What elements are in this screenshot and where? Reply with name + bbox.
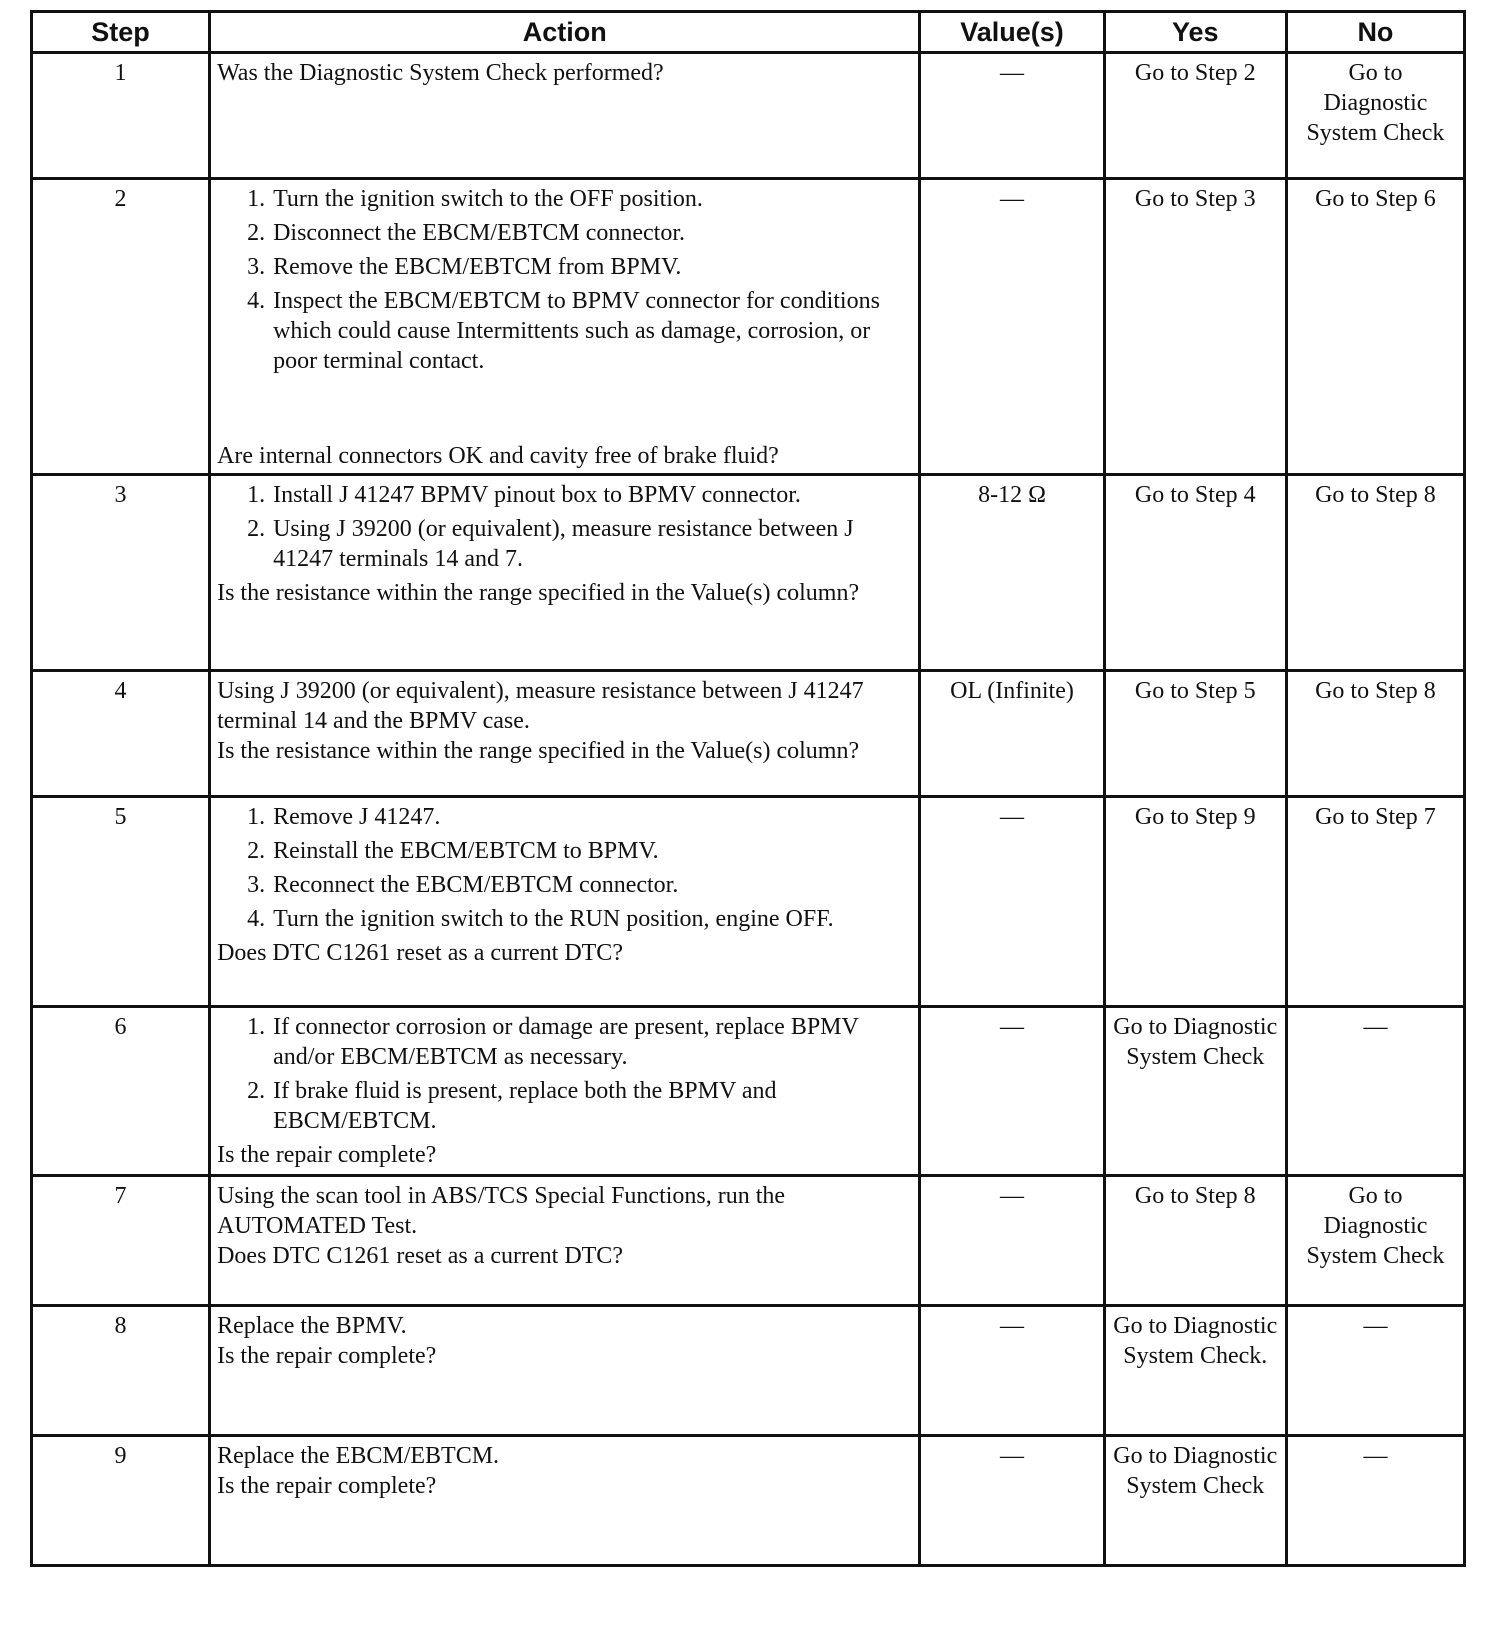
no-cell: —	[1286, 1306, 1464, 1436]
diagnostic-table	[30, 10, 1466, 1567]
value-cell: —	[920, 53, 1104, 179]
action-question: Was the Diagnostic System Check performed?	[217, 60, 664, 86]
action-step: 1. Turn the ignition switch to the OFF position.	[271, 184, 912, 214]
action-step: 1. Remove J 41247.	[271, 802, 912, 832]
step-number: 1	[32, 53, 210, 179]
step-number: 9	[32, 1436, 210, 1566]
yes-cell: Go to Step 4	[1104, 475, 1286, 671]
action-steps-list	[217, 184, 912, 376]
value-cell: —	[920, 179, 1104, 475]
action-cell	[210, 475, 920, 671]
action-text: Using J 39200 (or equivalent), measure resistance between J 41247 terminal 14 and the BPMV case.	[217, 678, 864, 734]
step-number: 5	[32, 797, 210, 1007]
step-number: 6	[32, 1007, 210, 1176]
action-step: 4. Inspect the EBCM/EBTCM to BPMV connector for conditions which could cause Intermittents such as damage, corrosion, or poor terminal contact.	[271, 286, 912, 376]
value-cell: —	[920, 1176, 1104, 1306]
action-steps-list	[217, 480, 912, 574]
action-question: Is the resistance within the range specified in the Value(s) column?	[217, 738, 860, 764]
table-row	[32, 1306, 1465, 1436]
yes-cell: Go to Step 9	[1104, 797, 1286, 1007]
action-question: Is the repair complete?	[217, 1343, 437, 1369]
action-step: 1. Install J 41247 BPMV pinout box to BPMV connector.	[271, 480, 912, 510]
header-action: Action	[210, 12, 920, 53]
value-cell: —	[920, 1007, 1104, 1176]
diagnostic-table-page	[30, 10, 1466, 1567]
action-steps-list	[217, 802, 912, 934]
yes-cell: Go to Step 2	[1104, 53, 1286, 179]
action-text: Replace the BPMV.	[217, 1313, 407, 1339]
no-cell: —	[1286, 1007, 1464, 1176]
value-cell: —	[920, 1436, 1104, 1566]
yes-cell: Go to Step 5	[1104, 671, 1286, 797]
no-cell: Go to Diagnostic System Check	[1286, 1176, 1464, 1306]
no-cell: Go to Diagnostic System Check	[1286, 53, 1464, 179]
table-row	[32, 797, 1465, 1007]
action-question: Does DTC C1261 reset as a current DTC?	[217, 940, 623, 966]
value-cell: —	[920, 1306, 1104, 1436]
table-row	[32, 1176, 1465, 1306]
table-row	[32, 1007, 1465, 1176]
table-row	[32, 179, 1465, 475]
header-step: Step	[32, 12, 210, 53]
action-cell	[210, 1176, 920, 1306]
action-question: Is the repair complete?	[217, 1473, 437, 1499]
action-step: 2. Using J 39200 (or equivalent), measure resistance between J 41247 terminals 14 and 7.	[271, 514, 912, 574]
action-question: Does DTC C1261 reset as a current DTC?	[217, 1243, 623, 1269]
no-cell: Go to Step 6	[1286, 179, 1464, 475]
action-cell	[210, 179, 920, 475]
yes-cell: Go to Diagnostic System Check	[1104, 1007, 1286, 1176]
action-cell	[210, 1436, 920, 1566]
step-number: 3	[32, 475, 210, 671]
header-yes: Yes	[1104, 12, 1286, 53]
step-number: 4	[32, 671, 210, 797]
value-cell: 8-12 Ω	[920, 475, 1104, 671]
header-no: No	[1286, 12, 1464, 53]
value-cell: OL (Infinite)	[920, 671, 1104, 797]
table-row	[32, 671, 1465, 797]
yes-cell: Go to Diagnostic System Check.	[1104, 1306, 1286, 1436]
action-step: 2. If brake fluid is present, replace both the BPMV and EBCM/EBTCM.	[271, 1076, 912, 1136]
step-number: 7	[32, 1176, 210, 1306]
header-values: Value(s)	[920, 12, 1104, 53]
action-text: Using the scan tool in ABS/TCS Special Functions, run the AUTOMATED Test.	[217, 1183, 786, 1239]
no-cell: Go to Step 7	[1286, 797, 1464, 1007]
header-row	[32, 12, 1465, 53]
action-cell	[210, 1306, 920, 1436]
action-step: 3. Remove the EBCM/EBTCM from BPMV.	[271, 252, 912, 282]
action-step: 2. Reinstall the EBCM/EBTCM to BPMV.	[271, 836, 912, 866]
action-cell	[210, 797, 920, 1007]
action-steps-list	[217, 1012, 912, 1136]
action-cell	[210, 671, 920, 797]
yes-cell: Go to Diagnostic System Check	[1104, 1436, 1286, 1566]
action-step: 1. If connector corrosion or damage are present, replace BPMV and/or EBCM/EBTCM as necessary.	[271, 1012, 912, 1072]
no-cell: —	[1286, 1436, 1464, 1566]
yes-cell: Go to Step 8	[1104, 1176, 1286, 1306]
step-number: 2	[32, 179, 210, 475]
table-row	[32, 475, 1465, 671]
no-cell: Go to Step 8	[1286, 475, 1464, 671]
action-step: 3. Reconnect the EBCM/EBTCM connector.	[271, 870, 912, 900]
table-row	[32, 1436, 1465, 1566]
no-cell: Go to Step 8	[1286, 671, 1464, 797]
table-row	[32, 53, 1465, 179]
action-step: 4. Turn the ignition switch to the RUN position, engine OFF.	[271, 904, 912, 934]
action-question: Is the resistance within the range specified in the Value(s) column?	[217, 580, 860, 606]
action-step: 2. Disconnect the EBCM/EBTCM connector.	[271, 218, 912, 248]
value-cell: —	[920, 797, 1104, 1007]
action-question: Is the repair complete?	[217, 1142, 437, 1168]
action-cell	[210, 1007, 920, 1176]
step-number: 8	[32, 1306, 210, 1436]
action-text: Replace the EBCM/EBTCM.	[217, 1443, 500, 1469]
action-question: Are internal connectors OK and cavity free of brake fluid?	[217, 443, 779, 469]
action-cell	[210, 53, 920, 179]
yes-cell: Go to Step 3	[1104, 179, 1286, 475]
